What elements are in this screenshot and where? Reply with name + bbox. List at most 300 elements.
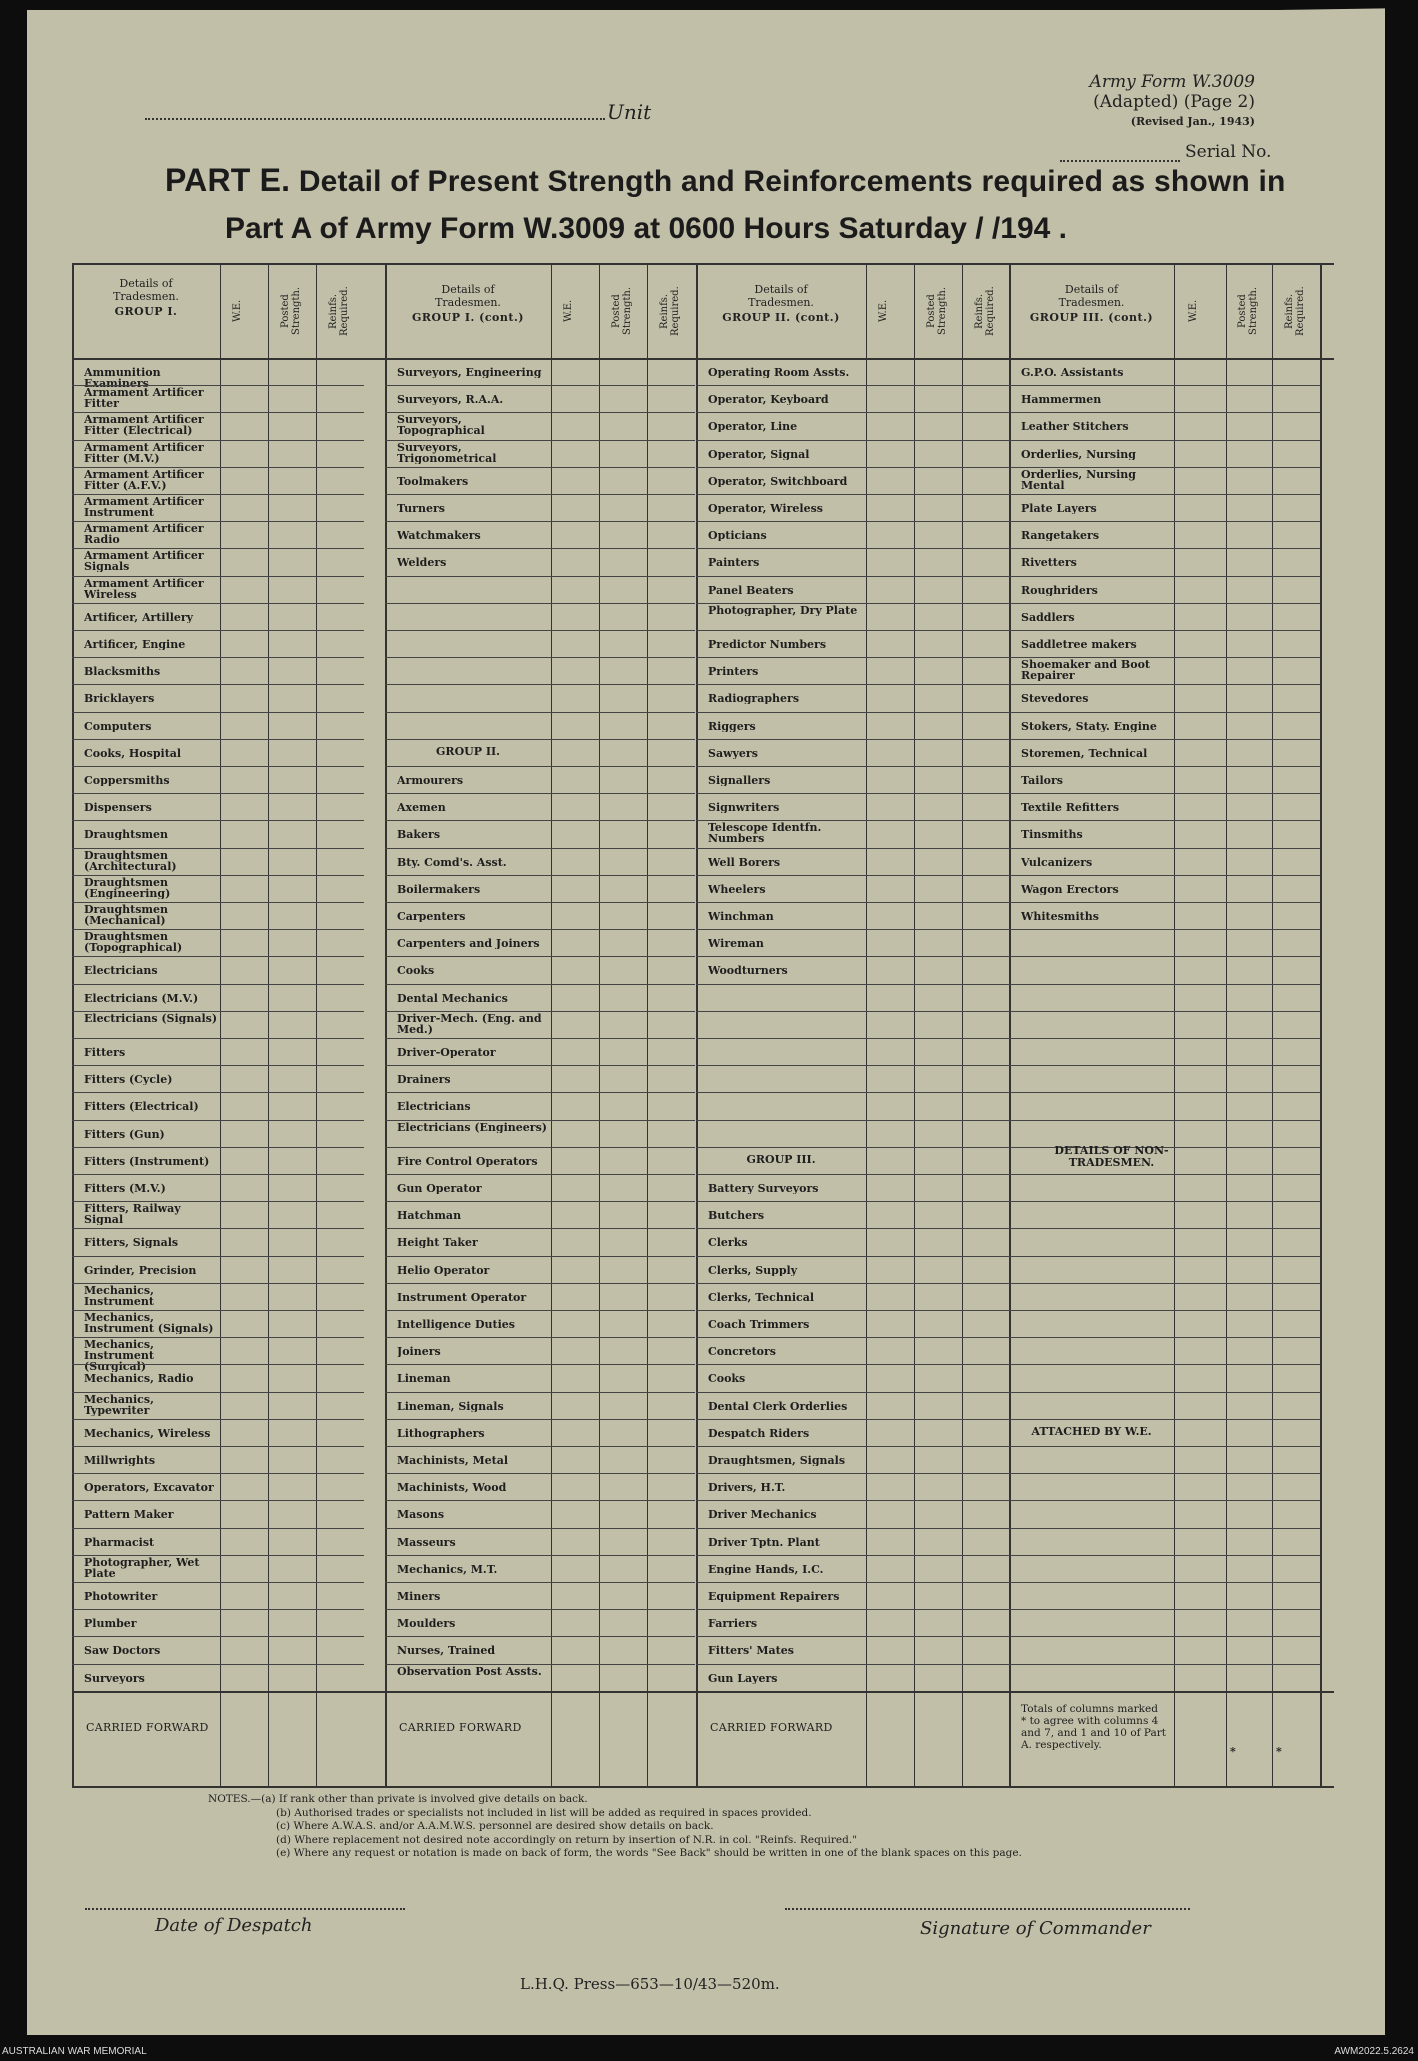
note-a: NOTES.—(a) If rank other than private is involved give details on back. (208, 1793, 588, 1805)
row-rule (1009, 576, 1320, 577)
row-rule (72, 1038, 364, 1039)
column-rule (1226, 263, 1227, 1786)
trade-row-label: Dental Clerk Orderlies (708, 1400, 848, 1412)
row-rule (72, 1283, 364, 1284)
row-rule (1009, 1174, 1320, 1175)
row-rule (385, 1664, 695, 1665)
row-rule (385, 902, 695, 903)
row-rule (72, 1201, 364, 1202)
note-d: (d) Where replacement not desired note accordingly on return by insertion of N.R. in col. "Reinfs. Required." (276, 1833, 858, 1846)
row-rule (72, 1147, 364, 1148)
trade-row-label: Equipment Repairers (708, 1591, 840, 1602)
row-rule (72, 1609, 364, 1610)
trade-row-label: Surveyors, Trigonometrical (397, 441, 497, 464)
trade-row-label: Butchers (708, 1210, 765, 1222)
row-rule (72, 848, 364, 849)
trade-row-label: Farriers (708, 1618, 758, 1630)
trade-row-label: Driver-Operator (397, 1047, 496, 1058)
row-rule (696, 385, 1010, 386)
row-rule (385, 1609, 695, 1610)
trade-row-label: Mechanics, Instrument (84, 1284, 154, 1307)
trade-row-label: Driver-Mech. (Eng. and Med.) (397, 1012, 542, 1035)
row-rule (72, 1636, 364, 1637)
row-rule (72, 929, 364, 930)
row-rule (1009, 630, 1320, 631)
trade-row-label: Lithographers (397, 1427, 485, 1439)
row-rule (385, 1364, 695, 1365)
trade-row-label: Photographer, Wet Plate (84, 1556, 200, 1579)
row-rule (696, 739, 1010, 740)
row-rule (72, 467, 364, 468)
row-rule (696, 1392, 1010, 1393)
signature-dotted-line (785, 1908, 1190, 1910)
trade-row-label: Riggers (708, 720, 756, 732)
header-tradesmen: Tradesmen. (748, 296, 814, 309)
trade-row-label: Surveyors, R.A.A. (397, 394, 504, 406)
trade-row-label: Signallers (708, 775, 771, 786)
row-rule (1009, 1582, 1320, 1583)
trade-row-label: Operator, Line (708, 421, 798, 433)
trade-row-label: Cooks (708, 1373, 746, 1385)
row-rule (1009, 1065, 1320, 1066)
row-rule (385, 548, 695, 549)
trade-row-label: Coppersmiths (84, 775, 170, 786)
trade-row-label: Fitters, Railway Signal (84, 1203, 181, 1226)
row-rule (696, 1528, 1010, 1529)
row-rule (385, 793, 695, 794)
row-rule (72, 766, 364, 767)
row-rule (72, 712, 364, 713)
trade-row-label: Carpenters (397, 911, 466, 922)
note-e: (e) Where any request or notation is made on back of form, the words "See Back" should be written in one of the blank spaces on this page. (276, 1847, 1022, 1859)
trade-row-label: Despatch Riders (708, 1427, 810, 1439)
row-rule (1009, 875, 1320, 876)
header-tradesmen: Tradesmen. (113, 290, 179, 303)
row-rule (72, 1500, 364, 1501)
column-rule (220, 263, 221, 1786)
trade-row-label: Cooks (397, 965, 435, 977)
subheader-posted: Posted Strength. (611, 286, 633, 336)
trade-row-label: Surveyors, Engineering (397, 367, 542, 378)
row-rule (72, 657, 364, 658)
row-rule (696, 1038, 1010, 1039)
title-line-1 (165, 162, 1286, 199)
row-rule (1009, 657, 1320, 658)
row-rule (72, 521, 364, 522)
trade-row-label: Masseurs (397, 1536, 456, 1548)
trade-row-label: Textile Refitters (1021, 802, 1120, 814)
row-rule (385, 385, 695, 386)
trade-row-label: Mechanics, Instrument (Surgical) (84, 1339, 154, 1373)
form-revised: (Revised Jan., 1943) (1130, 115, 1255, 128)
trade-row-label: Armament Artificer Fitter (M.V.) (84, 441, 204, 464)
trade-row-label: Photowriter (84, 1591, 158, 1602)
trade-row-label: Hammermen (1021, 394, 1102, 406)
header-tradesmen: Tradesmen. (435, 296, 501, 309)
press-mark: L.H.Q. Press—653—10/43—520m. (520, 1975, 780, 1993)
part-label: PART E. (165, 162, 291, 198)
row-rule (1009, 1500, 1320, 1501)
trade-row-label: Millwrights (84, 1455, 156, 1466)
row-rule (696, 1256, 1010, 1257)
trade-row-label: Moulders (397, 1618, 456, 1630)
column-rule (866, 263, 867, 1786)
subheader-we: W.E. (232, 299, 243, 323)
row-rule (696, 1201, 1010, 1202)
row-rule (72, 1120, 364, 1121)
row-rule (1009, 548, 1320, 549)
row-rule (72, 956, 364, 957)
row-rule (1009, 521, 1320, 522)
trade-row-label: Wheelers (708, 883, 766, 895)
row-rule (385, 1419, 695, 1420)
row-rule (385, 1147, 695, 1148)
trade-row-label: Plumber (84, 1618, 137, 1630)
trade-row-label: Driver Mechanics (708, 1509, 817, 1521)
trade-row-label: Tailors (1021, 775, 1063, 786)
row-rule (72, 1174, 364, 1175)
row-rule (72, 984, 364, 985)
row-rule (385, 1201, 695, 1202)
trade-row-label: Carpenters and Joiners (397, 938, 540, 950)
trade-row-label: Gun Operator (397, 1183, 482, 1194)
row-rule (696, 848, 1010, 849)
row-rule (696, 1092, 1010, 1093)
form-number: Army Form W.3009 (1089, 72, 1255, 92)
row-rule (1009, 412, 1320, 413)
trade-row-label: Dispensers (84, 802, 152, 814)
trade-row-label: Winchman (708, 911, 774, 922)
row-rule (72, 1528, 364, 1529)
trade-row-label: Electricians (M.V.) (84, 992, 199, 1004)
row-rule (696, 630, 1010, 631)
row-rule (1009, 1228, 1320, 1229)
row-rule (1009, 902, 1320, 903)
column-rule (1272, 263, 1273, 1786)
row-rule (696, 766, 1010, 767)
column-header-3 (696, 283, 866, 324)
header-tradesmen: Tradesmen. (1058, 296, 1125, 309)
row-rule (1009, 1038, 1320, 1039)
row-rule (1009, 1283, 1320, 1284)
trade-row-label: G.P.O. Assistants (1021, 367, 1124, 378)
trade-row-label: Surveyors (84, 1672, 145, 1684)
trade-row-label: Watchmakers (397, 530, 481, 542)
trade-row-label: Mechanics, Instrument (Signals) (84, 1312, 214, 1334)
row-rule (385, 1555, 695, 1556)
row-rule (385, 929, 695, 930)
row-rule (385, 739, 695, 740)
trade-row-label: Clerks, Technical (708, 1291, 814, 1303)
row-rule (385, 1174, 695, 1175)
trade-row-label: Turners (397, 503, 445, 514)
column-rule (385, 263, 387, 1786)
row-rule (385, 1065, 695, 1066)
trade-row-label: Miners (397, 1591, 441, 1602)
row-rule (1009, 467, 1320, 468)
trade-row-label: Fitters (M.V.) (84, 1183, 166, 1194)
date-of-despatch-label: Date of Despatch (155, 1915, 313, 1936)
trade-row-label: Clerks, Supply (708, 1264, 798, 1276)
column-rule (316, 263, 317, 1786)
row-rule (72, 1691, 1334, 1693)
trade-row-label: Battery Surveyors (708, 1183, 819, 1194)
row-rule (72, 684, 364, 685)
trade-row-label: Mechanics, Typewriter (84, 1393, 154, 1416)
row-rule (696, 412, 1010, 413)
row-rule (385, 820, 695, 821)
row-rule (385, 1446, 695, 1447)
trade-row-label: Welders (397, 557, 447, 569)
row-rule (72, 1364, 364, 1365)
row-rule (72, 1092, 364, 1093)
row-rule (696, 1283, 1010, 1284)
trade-row-label: Rivetters (1021, 557, 1077, 569)
row-rule (385, 630, 695, 631)
trade-row-label: Saddletree makers (1021, 639, 1137, 650)
row-rule (385, 712, 695, 713)
trade-row-label: Cooks, Hospital (84, 747, 182, 759)
trade-row-label: Painters (708, 557, 760, 569)
trade-row-label: Wireman (708, 938, 764, 950)
row-rule (385, 1473, 695, 1474)
trade-row-label: Nurses, Trained (397, 1645, 496, 1657)
trade-row-label: Joiners (397, 1346, 441, 1358)
row-rule (385, 875, 695, 876)
row-rule (385, 494, 695, 495)
trade-row-label: Saw Doctors (84, 1645, 161, 1657)
group-heading: GROUP III. (746, 1152, 816, 1166)
column-rule (1009, 263, 1011, 1786)
trade-row-label: Saddlers (1021, 611, 1075, 623)
row-rule (1009, 1392, 1320, 1393)
column-rule (268, 263, 269, 1786)
archive-credit: AUSTRALIAN WAR MEMORIAL (2, 2046, 147, 2057)
column-rule (696, 263, 698, 1786)
row-rule (385, 1120, 695, 1121)
row-rule (696, 1120, 1010, 1121)
trade-row-label: Electricians (84, 965, 158, 977)
unit-label: Unit (607, 100, 652, 124)
trade-row-label: Hatchman (397, 1210, 462, 1222)
row-rule (1009, 1609, 1320, 1610)
trade-row-label: Observation Post Assts. (397, 1665, 542, 1677)
trade-row-label: Artificer, Engine (84, 639, 186, 650)
trade-row-label: Orderlies, Nursing Mental (1021, 468, 1136, 491)
trade-row-label: Electricians (Engineers) (397, 1121, 547, 1133)
trade-row-label: Axemen (397, 802, 446, 814)
trade-row-label: Draughtsmen (Engineering) (84, 876, 171, 899)
row-rule (385, 766, 695, 767)
row-rule (385, 956, 695, 957)
trade-row-label: Fire Control Operators (397, 1155, 538, 1167)
row-rule (696, 1419, 1010, 1420)
row-rule (1009, 1528, 1320, 1529)
carried-forward-label: CARRIED FORWARD (399, 1720, 522, 1734)
trade-row-label: Opticians (708, 530, 767, 542)
trade-row-label: Bricklayers (84, 693, 155, 705)
trade-row-label: Armament Artificer Wireless (84, 577, 204, 600)
subheader-we: W.E. (878, 299, 889, 323)
trade-row-label: Electricians (397, 1101, 471, 1113)
row-rule (696, 875, 1010, 876)
row-rule (696, 1065, 1010, 1066)
row-rule (385, 1392, 695, 1393)
row-rule (1009, 848, 1320, 849)
row-rule (72, 1664, 364, 1665)
row-rule (72, 902, 364, 903)
trade-row-label: Armourers (397, 775, 464, 786)
serial-label: Serial No. (1185, 142, 1272, 162)
row-rule (72, 385, 364, 386)
row-rule (696, 1636, 1010, 1637)
row-rule (696, 1228, 1010, 1229)
trade-row-label: Orderlies, Nursing (1021, 448, 1136, 460)
row-rule (1009, 440, 1320, 441)
trade-row-label: Grinder, Precision (84, 1264, 197, 1276)
row-rule (696, 657, 1010, 658)
group-heading: ATTACHED BY W.E. (1031, 1424, 1152, 1438)
row-rule (72, 1065, 364, 1066)
row-rule (1009, 385, 1320, 386)
row-rule (696, 521, 1010, 522)
row-rule (696, 1310, 1010, 1311)
row-rule (385, 1337, 695, 1338)
row-rule (696, 1664, 1010, 1665)
row-rule (385, 440, 695, 441)
trade-row-label: Operators, Excavator (84, 1482, 214, 1494)
header-group: GROUP I. (cont.) (412, 311, 524, 324)
row-rule (696, 467, 1010, 468)
trade-row-label: Rangetakers (1021, 530, 1100, 542)
trade-row-label: Machinists, Metal (397, 1455, 509, 1466)
row-rule (72, 412, 364, 413)
row-rule (1009, 820, 1320, 821)
row-rule (696, 494, 1010, 495)
row-rule (385, 1038, 695, 1039)
row-rule (696, 1555, 1010, 1556)
row-rule (72, 1310, 364, 1311)
trade-row-label: Leather Stitchers (1021, 421, 1129, 433)
row-rule (72, 1228, 364, 1229)
group-heading: DETAILS OF NON-TRADESMEN. (1054, 1143, 1169, 1169)
column-rule (914, 263, 915, 1786)
subheader-reinfs: Reinfs. Required. (974, 286, 996, 336)
totals-note: Totals of columns marked * to agree with columns 4 and 7, and 1 and 10 of Part A. respectively. (1021, 1702, 1166, 1751)
trade-row-label: Blacksmiths (84, 666, 161, 678)
row-rule (385, 1228, 695, 1229)
row-rule (385, 1092, 695, 1093)
trade-row-label: Intelligence Duties (397, 1319, 515, 1330)
column-header-1 (72, 277, 220, 318)
despatch-dotted-line (85, 1908, 405, 1910)
trade-row-label: Wagon Erectors (1021, 883, 1119, 895)
row-rule (1009, 766, 1320, 767)
row-rule (72, 820, 364, 821)
trade-row-label: Well Borers (708, 856, 781, 868)
trade-row-label: Draughtsmen (Topographical) (84, 931, 183, 954)
row-rule (696, 1011, 1010, 1012)
column-rule (1320, 263, 1322, 1786)
row-rule (1009, 1201, 1320, 1202)
row-rule (385, 576, 695, 577)
column-rule (551, 263, 552, 1786)
column-rule (72, 263, 74, 1786)
row-rule (72, 1011, 364, 1012)
trade-row-label: Tinsmiths (1021, 829, 1083, 841)
trade-row-label: Armament Artificer Fitter (A.F.V.) (84, 468, 204, 491)
row-rule (696, 548, 1010, 549)
row-rule (72, 739, 364, 740)
trade-row-label: Pharmacist (84, 1536, 155, 1548)
trade-row-label: Fitters (Cycle) (84, 1074, 173, 1086)
row-rule (385, 657, 695, 658)
trade-row-label: Shoemaker and Boot Repairer (1021, 659, 1150, 682)
row-rule (696, 1473, 1010, 1474)
trade-row-label: Signwriters (708, 802, 780, 814)
row-rule (72, 1555, 364, 1556)
trade-row-label: Lineman (397, 1373, 451, 1385)
trade-row-label: Surveyors, Topographical (397, 414, 485, 437)
row-rule (1009, 1419, 1320, 1420)
trade-row-label: Drivers, H.T. (708, 1482, 786, 1494)
header-group: GROUP II. (cont.) (722, 311, 840, 324)
trade-row-label: Draughtsmen (Mechanical) (84, 904, 169, 926)
note-c: (c) Where A.W.A.S. and/or A.A.M.W.S. personnel are desired show details on back. (276, 1820, 714, 1832)
header-group: GROUP I. (114, 305, 178, 318)
subheader-reinfs: Reinfs. Required. (328, 286, 350, 336)
trade-row-label: Instrument Operator (397, 1291, 527, 1303)
row-rule (1009, 984, 1320, 985)
row-rule (1009, 712, 1320, 713)
column-rule (647, 263, 648, 1786)
header-details: Details of (119, 277, 173, 290)
column-rule (962, 263, 963, 1786)
row-rule (72, 358, 1334, 360)
trade-row-label: Pattern Maker (84, 1509, 174, 1521)
subheader-reinfs: Reinfs. Required. (659, 286, 681, 336)
row-rule (1009, 1664, 1320, 1665)
trade-row-label: Operator, Switchboard (708, 475, 848, 487)
trade-row-label: Woodturners (708, 965, 788, 977)
row-rule (696, 793, 1010, 794)
row-rule (385, 412, 695, 413)
row-rule (696, 902, 1010, 903)
row-rule (696, 576, 1010, 577)
row-rule (696, 1174, 1010, 1175)
trade-row-label: Printers (708, 666, 759, 678)
title-text-1: Detail of Present Strength and Reinforcements required as shown in (298, 165, 1286, 198)
trade-row-label: Plate Layers (1021, 503, 1097, 514)
subheader-posted: Posted Strength. (926, 286, 948, 336)
subheader-we: W.E. (563, 299, 574, 323)
trade-row-label: Electricians (Signals) (84, 1012, 218, 1024)
row-rule (1009, 1473, 1320, 1474)
row-rule (385, 521, 695, 522)
trade-row-label: Operator, Keyboard (708, 394, 829, 406)
trade-row-label: Draughtsmen (Architectural) (84, 849, 177, 872)
row-rule (696, 712, 1010, 713)
column-header-4 (1009, 283, 1174, 324)
row-rule (1009, 684, 1320, 685)
row-rule (385, 1310, 695, 1311)
header-details: Details of (1064, 283, 1119, 296)
row-rule (72, 1786, 1334, 1788)
form-adapted: (Adapted) (Page 2) (1093, 92, 1255, 112)
row-rule (1009, 603, 1320, 604)
row-rule (72, 630, 364, 631)
row-rule (696, 1446, 1010, 1447)
